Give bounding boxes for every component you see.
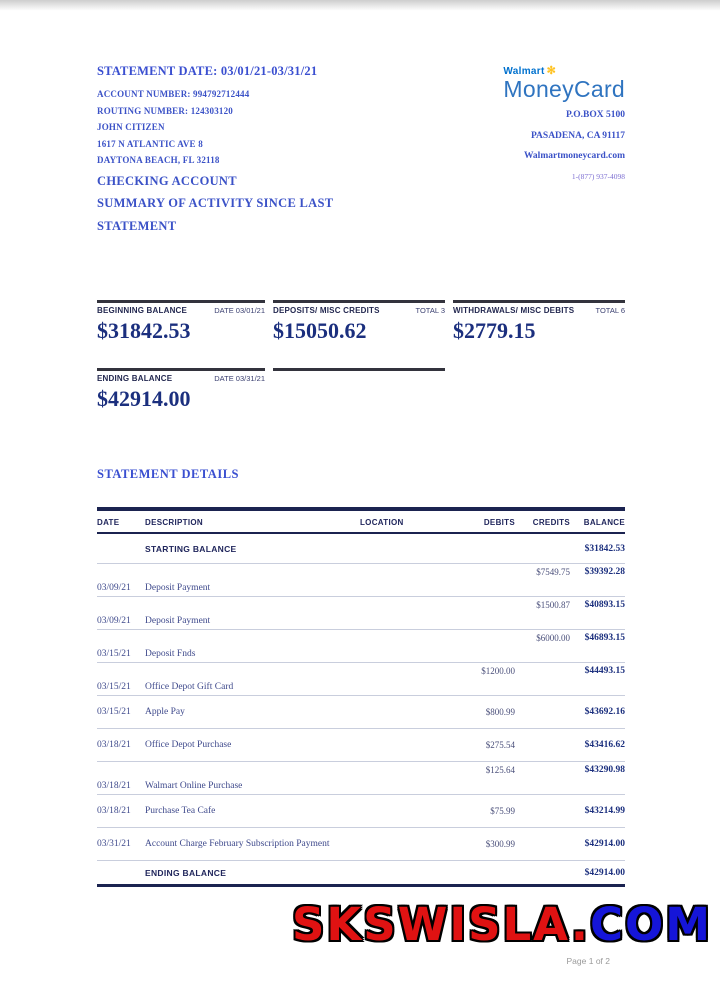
deposits-amount: $15050.62 — [273, 318, 367, 343]
table-row: 03/15/21 Deposit Fnds $6000.00 $46893.15 — [97, 630, 625, 663]
routing-number: ROUTING NUMBER: 124303120 — [97, 105, 234, 116]
ending-balance-date: DATE 03/31/21 — [214, 374, 265, 383]
summary-heading-line1: SUMMARY OF ACTIVITY SINCE LAST — [97, 196, 334, 210]
details-title: STATEMENT DETAILS — [97, 467, 239, 481]
starting-balance-row-label: STARTING BALANCE — [145, 543, 237, 554]
walmart-wordmark: Walmart — [503, 66, 545, 77]
moneycard-wordmark: MoneyCard — [503, 76, 625, 102]
beginning-balance-label: BEGINNING BALANCE — [97, 306, 188, 315]
page-number: Page 1 of 2 — [566, 956, 610, 966]
col-date: DATE — [97, 518, 120, 527]
brand-block — [503, 64, 625, 181]
table-row: 03/09/21 Deposit Payment $1500.87 $40893.15 — [97, 597, 625, 630]
brand-po-box: P.O.BOX 5100 — [565, 110, 625, 120]
ending-balance-value: $42914.00 — [584, 867, 625, 878]
ending-balance-amount: $42914.00 — [97, 386, 191, 411]
account-type: CHECKING ACCOUNT — [97, 173, 237, 188]
table-row: 03/31/21 Account Charge February Subscription Payment $300.99 $42914.00 — [97, 828, 625, 861]
watermark-dot: . — [570, 898, 590, 951]
summary-heading-line2: STATEMENT — [97, 218, 177, 233]
beginning-balance-box — [97, 300, 265, 346]
starting-balance-value: $31842.53 — [584, 543, 625, 554]
beginning-balance-date: DATE 03/01/21 — [214, 306, 265, 315]
account-holder-name: JOHN CITIZEN — [97, 122, 165, 132]
transactions-table — [97, 507, 625, 887]
table-row: 03/18/21 Purchase Tea Cafe $75.99 $43214.99 — [97, 795, 625, 828]
deposits-total: TOTAL 3 — [415, 306, 445, 315]
brand-city: PASADENA, CA 91117 — [530, 130, 625, 141]
balance-summary — [97, 300, 625, 414]
watermark — [292, 898, 712, 951]
statement-header — [97, 64, 333, 236]
scan-artifact — [0, 0, 720, 12]
ending-balance-row — [97, 861, 625, 887]
col-description: DESCRIPTION — [145, 518, 203, 527]
withdrawals-label: WITHDRAWALS/ MISC DEBITS — [453, 306, 575, 315]
moneycard-logo — [503, 64, 625, 103]
account-number: ACCOUNT NUMBER: 994792712444 — [97, 89, 250, 99]
ending-balance-row-label: ENDING BALANCE — [145, 867, 227, 878]
address-line2: DAYTONA BEACH, FL 32118 — [97, 155, 220, 165]
table-row: 03/18/21 Walmart Online Purchase $125.64 $43290.98 — [97, 762, 625, 795]
col-location: LOCATION — [360, 518, 404, 527]
deposits-label: DEPOSITS/ MISC CREDITS — [273, 306, 380, 315]
col-credits: CREDITS — [532, 518, 570, 527]
beginning-balance-amount: $31842.53 — [97, 318, 191, 343]
table-row: 03/15/21 Office Depot Gift Card $1200.00 $44493.15 — [97, 663, 625, 696]
ending-balance-box — [97, 368, 265, 414]
table-row: 03/18/21 Office Depot Purchase $275.54 $43416.62 — [97, 729, 625, 762]
withdrawals-total: TOTAL 6 — [595, 306, 625, 315]
col-debits: DEBITS — [483, 518, 515, 527]
brand-phone: 1-(877) 937-4098 — [571, 171, 625, 181]
address-line1: 1617 N ATLANTIC AVE 8 — [97, 138, 203, 149]
table-row: 03/15/21 Apple Pay $800.99 $43692.16 — [97, 696, 625, 729]
empty-summary-box — [273, 368, 445, 372]
table-row: 03/09/21 Deposit Payment $7549.75 $39392.28 — [97, 564, 625, 597]
starting-balance-row — [97, 534, 625, 564]
table-header-row — [97, 507, 625, 534]
col-balance: BALANCE — [583, 518, 625, 527]
brand-website: Walmartmoneycard.com — [523, 151, 625, 161]
withdrawals-amount: $2779.15 — [453, 318, 536, 343]
statement-date: STATEMENT DATE: 03/01/21-03/31/21 — [97, 64, 318, 78]
deposits-box — [273, 300, 445, 346]
ending-balance-label: ENDING BALANCE — [97, 374, 173, 383]
withdrawals-box — [453, 300, 625, 346]
watermark-text-red: SKSWISLA — [292, 898, 571, 951]
walmart-spark-icon: ✻ — [546, 65, 557, 77]
watermark-text-blue: COM — [589, 898, 712, 951]
